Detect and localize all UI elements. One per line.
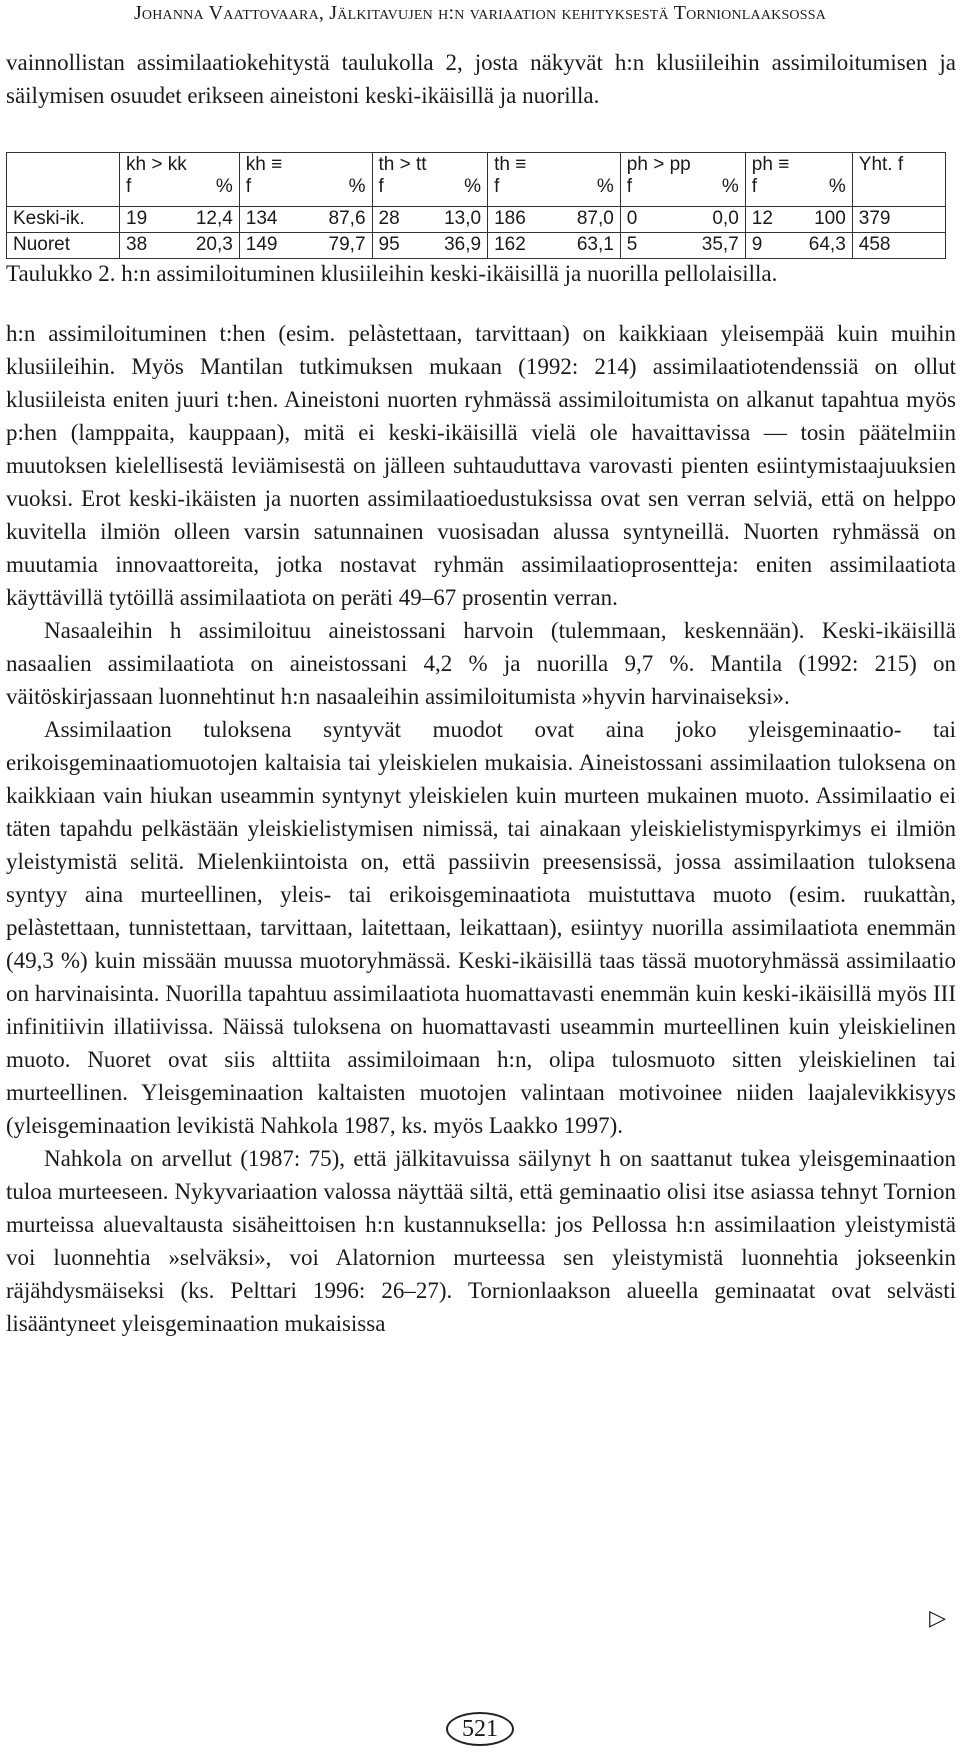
row-label: Keski-ik.	[7, 207, 120, 233]
paragraph: Assimilaation tuloksena syntyvät muodot ovat aina joko yleisgeminaatio- tai erikoisgeminaatiomuotojen kaltaisia tai yleiskielen mukaisia. Aineistossani assimilaation tuloksena on kaikkiaan vain hiukan useammin syntynyt yleiskielen kuin murteen mukainen muoto. Assimilaatio ei täten tapahdu pelkästään yleiskielistymisen nimissä, tai ainakaan yleiskielistymispyrkimys ei ilmiön yleistymistä selitä. Mielenkiintoista on, että passiivin preesensissä, jossa assimilaation tuloksena syntyy aina murteellinen, yleis- tai erikoisgeminaatiota muistuttava muoto (esim. ruukattàn, pelàstettaan, tunnistettaan, tarvittaan, laitettaan, leikattaan), esiintyy nuorilla assimilaatiota enemmän (49,3 %) kuin missään muussa muotoryhmässä. Keski-ikäisillä taas tässä muotoryhmässä assimilaatio on harvinaisinta. Nuorilla tapahtuu assimilaatiota huomattavasti enemmän kuin keski-ikäisillä myös III infinitiivin illatiivissa. Näissä tuloksena on huomattavasti useammin murteellinen kuin yleiskielinen muoto. Nuoret ovat siis alttiita assimiloimaan h:n, olipa tulosmuoto sitten yleiskielinen tai murteellinen. Yleisgeminaation kaltaisten muotojen valintaan motivoinee niiden laajalevikkisyys (yleisgeminaation levikistä Nahkola 1987, ks. myös Laakko 1997).	[6, 717, 956, 1138]
table-cell: 162 63,1	[488, 233, 621, 259]
table-cell: 5 35,7	[620, 233, 745, 259]
table-cell: 28 13,0	[372, 207, 488, 233]
table-header-cell: ph > pp f %	[620, 153, 745, 207]
table-cell: 38 20,3	[120, 233, 240, 259]
paragraph: h:n assimiloituminen t:hen (esim. pelàstettaan, tarvittaan) on kaikkiaan yleisempää kuin muihin klusiileihin. Myös Mantilan tutkimuksen mukaan (1992: 214) assimilaatiotendenssiä on ollut klusiileista eniten juuri t:hen. Aineistoni nuorten ryhmässä assimiloitumista on alkanut tapahtua myös p:hen (lamppaita, kauppaan), mitä ei keski-ikäisillä vielä ole havaittavissa — tosin päätelmiin muutoksen kielellisestä leviämisestä on jälleen suhtauduttava varovasti pienten esiintymistaajuuksien vuoksi. Erot keski-ikäisten ja nuorten assimilaatioedustuksissa ovat sen verran selviä, että on helppo kuvitella ilmiön olleen varsin satunnainen vuosisadan alussa syntyneillä. Nuorten ryhmässä on muutamia innovaattoreita, jotka nostavat ryhmän assimilaatioprosentteja: eniten assimilaatiota käyttävillä tytöillä assimilaatiota on peräti 49–67 prosentin verran.	[6, 321, 956, 610]
table-total-header: Yht. f	[852, 153, 945, 207]
table-cell: 9 64,3	[745, 233, 852, 259]
table-header-row	[7, 153, 946, 207]
paragraph: Nasaaleihin h assimiloituu aineistossani harvoin (tulemmaan, keskennään). Keski-ikäisillä nasaalien assimilaatiota on aineistossani 4,2 % ja nuorilla 9,7 %. Mantila (1992: 215) on väitöskirjassaan luonnehtinut h:n nasaaleihin assimiloitumista »hyvin harvinaiseksi».	[6, 618, 956, 709]
table-total-cell: 379	[852, 207, 945, 233]
table-caption: Taulukko 2. h:n assimiloituminen klusiileihin keski-ikäisillä ja nuorilla pellolaisilla.	[6, 261, 778, 286]
table-cell: 19 12,4	[120, 207, 240, 233]
table-cell: 134 87,6	[239, 207, 372, 233]
table-header-cell: th > tt f %	[372, 153, 488, 207]
table-header-cell: th ≡ f %	[488, 153, 621, 207]
table-header-cell: kh > kk f %	[120, 153, 240, 207]
table-cell: 95 36,9	[372, 233, 488, 259]
table-header-cell: kh ≡ f %	[239, 153, 372, 207]
page-number-label: 521	[446, 1712, 514, 1746]
table-cell: 149 79,7	[239, 233, 372, 259]
intro-paragraph: vainnollistan assimilaatiokehitystä taulukolla 2, josta näkyvät h:n klusiileihin assimiloitumisen ja säilymisen osuudet erikseen aineistoni keski-ikäisillä ja nuorilla.	[6, 50, 956, 108]
table-row	[7, 207, 946, 233]
table-row	[7, 233, 946, 259]
table-total-cell: 458	[852, 233, 945, 259]
running-head: Johanna Vaattovaara, Jälkitavujen h:n variaation kehityksestä Tornionlaaksossa	[133, 2, 827, 24]
page-number	[0, 1712, 960, 1746]
assimilation-table	[6, 152, 946, 259]
continue-arrow-icon: ▷	[929, 1605, 946, 1630]
page-content	[6, 46, 956, 1340]
table-cell: 12 100	[745, 207, 852, 233]
table-corner-cell	[7, 153, 120, 207]
body-text	[6, 317, 956, 1340]
paragraph: Nahkola on arvellut (1987: 75), että jälkitavuissa säilynyt h on saattanut tukea yleisgeminaation tuloa murteeseen. Nykyvariaation valossa näyttää siltä, että geminaatio olisi itse asiassa tehnyt Tornion murteissa aluevaltausta sisäheittoisen h:n kustannuksella: jos Pellossa h:n assimilaation yleistymistä voi luonnehtia »selväksi», voi Alatornion murteessa sen yleistymistä luonnehtia jokseenkin räjähdysmäiseksi (ks. Pelttari 1996: 26–27). Tornionlaakson alueella geminaatat ovat selvästi lisääntyneet yleisgeminaation mukaisissa	[6, 1146, 956, 1336]
row-label: Nuoret	[7, 233, 120, 259]
table-cell: 186 87,0	[488, 207, 621, 233]
table-cell: 0 0,0	[620, 207, 745, 233]
table-header-cell: ph ≡ f %	[745, 153, 852, 207]
